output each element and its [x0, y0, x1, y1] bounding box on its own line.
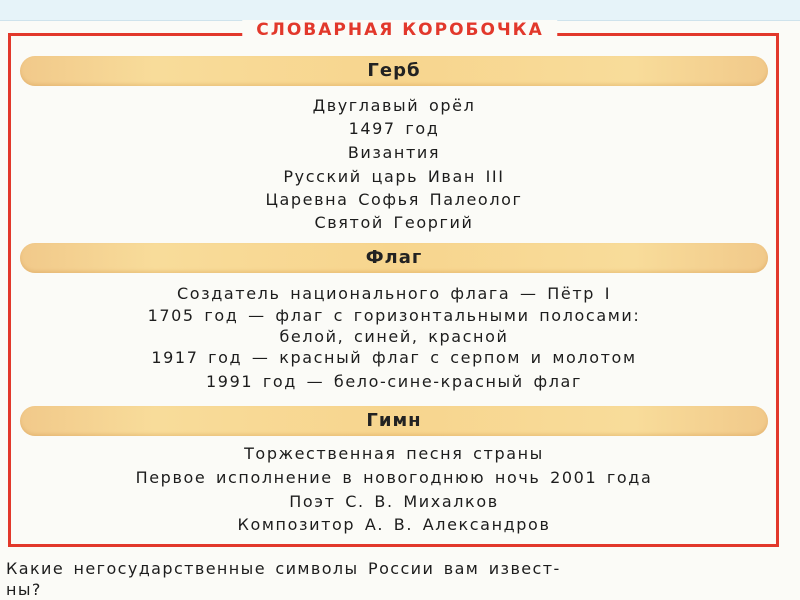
list-item: 1991 год — бело-сине-красный флаг [206, 372, 582, 391]
section-heading: Герб [367, 60, 421, 81]
list-item: Царевна Софья Палеолог [265, 190, 523, 209]
box-title: СЛОВАРНАЯ КОРОБОЧКА [242, 20, 557, 40]
question-line: Какие негосударственные символы России вам извест- [6, 559, 561, 578]
list-item: Святой Георгий [314, 213, 474, 232]
section-band-flag [20, 243, 768, 273]
section-band-anthem [20, 406, 768, 436]
list-item: Торжественная песня страны [244, 444, 544, 463]
list-item: 1497 год [348, 119, 440, 138]
list-item: Русский царь Иван III [283, 167, 505, 186]
list-item: белой, синей, красной [279, 327, 509, 346]
list-item: 1705 год — флаг с горизонтальными полосами: [147, 306, 641, 325]
list-item: Двуглавый орёл [312, 96, 476, 115]
list-item: 1917 год — красный флаг с серпом и молотом [151, 348, 637, 367]
list-item: Поэт С. В. Михалков [289, 492, 499, 511]
section-heading: Флаг [365, 247, 423, 268]
list-item: Создатель национального флага — Пётр I [176, 284, 612, 303]
list-item: Первое исполнение в новогоднюю ночь 2001 года [135, 468, 653, 487]
list-item: Композитор А. В. Александров [237, 515, 551, 534]
section-band-coat-of-arms [20, 56, 768, 86]
question-text [6, 558, 786, 600]
question-line: ны? [6, 580, 42, 599]
top-strip [0, 0, 800, 21]
section-heading: Гимн [366, 410, 422, 431]
list-item: Византия [347, 143, 441, 162]
